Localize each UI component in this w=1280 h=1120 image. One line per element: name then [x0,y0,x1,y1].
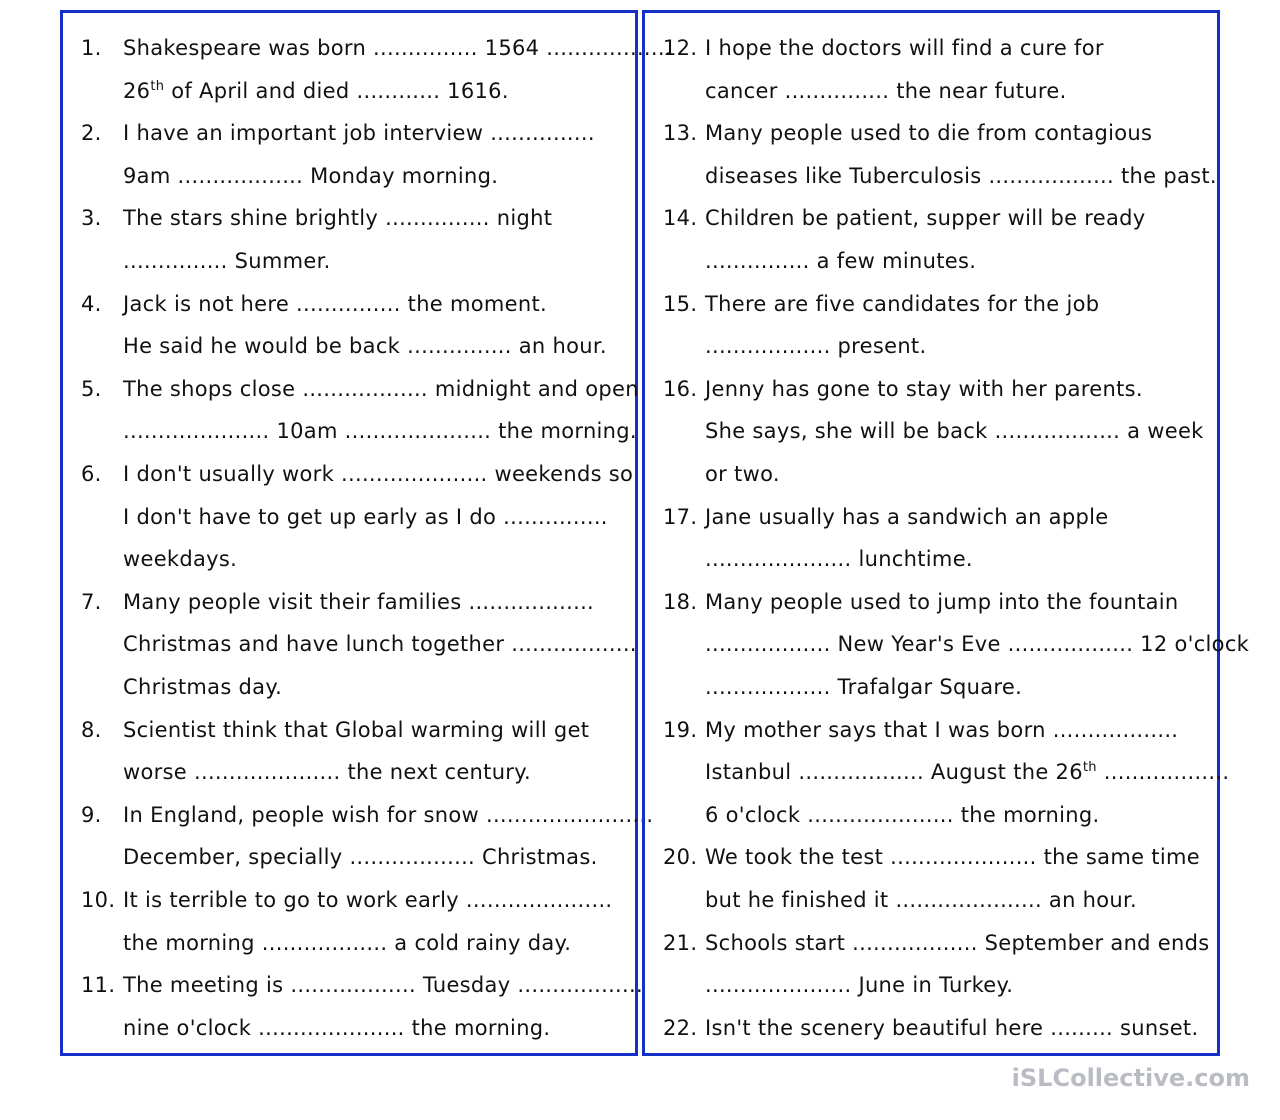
question-line: but he finished it ..................... an hour. [705,888,1138,912]
question-line: Many people used to die from contagious [705,121,1153,146]
question-line: I hope the doctors will find a cure for [705,36,1104,60]
left-column [60,10,672,1056]
question-line: 6 o'clock ..................... the morning. [705,802,1100,827]
question-line: 9am .................. Monday morning. [123,163,499,188]
question-number: 16. [663,376,698,401]
question-line: I don't usually work ..................... weekends so [123,462,634,486]
question-number: 20. [663,845,698,870]
right-column [642,10,1250,1056]
question-number: 22. [663,1015,698,1040]
question-number: 7. [81,589,102,614]
question-number: 8. [81,717,102,742]
question-line: Jack is not here ............... the moment. [123,291,548,316]
question-number: 4. [81,291,102,316]
question-number: 6. [81,462,102,486]
question-line: Shakespeare was born ............... 1564 .................. [123,36,672,60]
question-line: ..................... 10am ..................... the morning. [123,419,637,444]
question-number: 1. [81,36,102,60]
question-line: There are five candidates for the job [705,291,1100,316]
question-line: weekdays. [123,547,238,572]
question-number: 9. [81,802,102,827]
question-number: 21. [663,930,698,955]
question-line: Jane usually has a sandwich an apple [705,504,1109,529]
question-number: 15. [663,291,698,316]
question-line: Isn't the scenery beautiful here ......... sunset. [705,1015,1199,1040]
question-line: He said he would be back ............... an hour. [123,334,607,359]
question-number: 18. [663,589,698,614]
question-number: 12. [663,36,698,60]
question-line: Christmas day. [123,675,283,699]
question-line: December, specially .................. Christmas. [123,845,598,870]
question-line: My mother says that I was born .................. [705,717,1179,742]
question-line: In England, people wish for snow ........................ [123,802,654,827]
question-line: ............... Summer. [123,249,331,273]
question-line: ..................... lunchtime. [705,547,973,572]
question-number: 2. [81,121,102,146]
question-line: The meeting is .................. Tuesday .................. [123,973,643,998]
question-number: 19. [663,717,698,742]
question-number: 10. [81,888,116,912]
question-line: nine o'clock ..................... the morning. [123,1015,551,1040]
question-number: 5. [81,376,102,401]
question-line: Istanbul .................. August the 26th .................. [705,760,1230,785]
question-line: worse ..................... the next century. [123,760,531,785]
question-line: Many people visit their families .................. [123,589,595,614]
question-line: cancer ............... the near future. [705,78,1067,103]
question-number: 13. [663,121,698,146]
question-line: I have an important job interview ............... [123,121,595,146]
question-line: The stars shine brightly ............... night [123,206,553,231]
question-line: Jenny has gone to stay with her parents. [705,376,1143,401]
question-number: 3. [81,206,102,231]
question-line: It is terrible to go to work early ..................... [123,888,613,912]
question-line: or two. [705,462,780,486]
question-line: Children be patient, supper will be ready [705,206,1146,231]
question-line: the morning .................. a cold rainy day. [123,930,572,955]
question-line: I don't have to get up early as I do ............... [123,504,608,529]
question-line: 26th of April and died ............ 1616. [123,78,509,103]
question-line: ............... a few minutes. [705,249,977,273]
question-number: 14. [663,206,698,231]
question-line: She says, she will be back .................. a week [705,419,1204,444]
question-line: .................. present. [705,334,927,359]
worksheet [60,10,1250,1056]
question-number: 11. [81,973,116,998]
question-line: Many people used to jump into the fountain [705,589,1179,614]
question-line: Schools start .................. September and ends [705,930,1210,955]
question-line: .................. Trafalgar Square. [705,675,1023,699]
question-line: ..................... June in Turkey. [705,973,1014,998]
question-line: Christmas and have lunch together .................. [123,632,637,657]
question-line: .................. New Year's Eve .................. 12 o'clock [705,632,1250,657]
question-number: 17. [663,504,698,529]
question-line: Scientist think that Global warming will get [123,717,590,742]
watermark: iSLCollective.com [1011,1064,1250,1092]
question-line: We took the test ..................... the same time [705,845,1200,870]
question-line: The shops close .................. midnight and open [123,376,639,401]
question-line: diseases like Tuberculosis .................. the past. [705,163,1217,188]
